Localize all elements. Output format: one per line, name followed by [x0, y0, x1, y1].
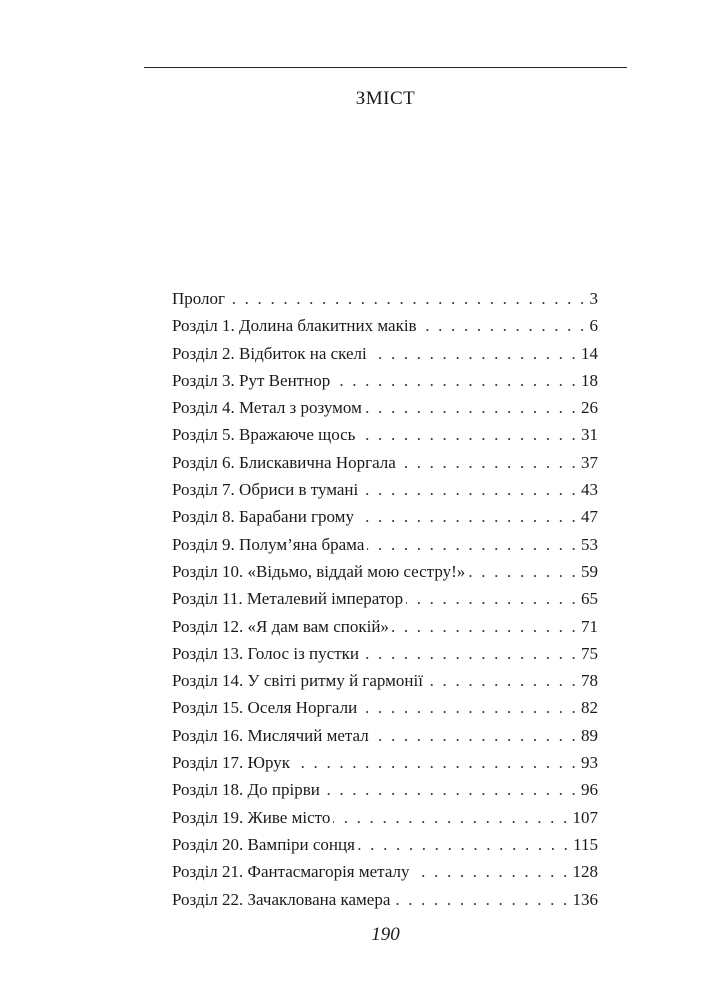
- toc-item-chapter-12[interactable]: [172, 613, 598, 640]
- toc-leader-dots: [228, 285, 586, 312]
- toc-item-page: 136: [572, 889, 598, 909]
- toc-leader-dots: [420, 312, 587, 339]
- toc-item-title: Розділ 14. У світі ритму й гармонії: [172, 671, 423, 691]
- toc-leader-dots: [357, 503, 578, 530]
- toc-item-title: Розділ 5. Вражаюче щось: [172, 425, 356, 445]
- toc-item-title: Розділ 16. Мислячий метал: [172, 725, 369, 745]
- toc-item-title: Розділ 22. Зачаклована камера: [172, 889, 391, 909]
- toc-item-chapter-17[interactable]: [172, 749, 598, 776]
- toc-item-title: Розділ 2. Відбиток на скелі: [172, 343, 367, 363]
- toc-item-page: 96: [581, 780, 598, 800]
- toc-leader-dots: [372, 722, 578, 749]
- top-rule: [144, 67, 627, 68]
- toc-item-title: Пролог: [172, 289, 226, 308]
- toc-leader-dots: [358, 421, 578, 448]
- toc-item-title: Розділ 21. Фантасмагорія металу: [172, 862, 410, 882]
- toc-item-chapter-19[interactable]: [172, 804, 598, 831]
- toc-item-page: 107: [572, 807, 598, 827]
- toc-leader-dots: [358, 831, 570, 858]
- toc-item-chapter-18[interactable]: [172, 776, 598, 803]
- toc-item-title: Розділ 18. До прірви: [172, 780, 320, 800]
- toc-leader-dots: [426, 667, 578, 694]
- toc-leader-dots: [360, 694, 578, 721]
- toc-leader-dots: [393, 886, 569, 913]
- toc-item-chapter-21[interactable]: [172, 858, 598, 885]
- toc-leader-dots: [413, 858, 570, 885]
- toc-item-chapter-11[interactable]: [172, 585, 598, 612]
- toc-item-chapter-20[interactable]: [172, 831, 598, 858]
- toc-item-chapter-7[interactable]: [172, 476, 598, 503]
- toc-item-title: Розділ 10. «Відьмо, віддай мою сестру!»: [172, 561, 466, 581]
- toc-item-title: Розділ 7. Обриси в тумані: [172, 480, 359, 500]
- toc-item-chapter-5[interactable]: [172, 421, 598, 448]
- toc-item-prologue[interactable]: [172, 285, 598, 312]
- toc-item-page: 78: [581, 671, 598, 691]
- toc-item-page: 128: [572, 862, 598, 882]
- toc-item-page: 71: [581, 616, 598, 636]
- toc-item-chapter-10[interactable]: [172, 558, 598, 585]
- toc-item-page: 82: [581, 698, 598, 718]
- toc-leader-dots: [392, 613, 578, 640]
- toc-leader-dots: [362, 640, 578, 667]
- toc-item-page: 14: [581, 343, 598, 363]
- toc-item-page: 37: [581, 452, 598, 472]
- toc-item-title: Розділ 3. Рут Вентнор: [172, 370, 331, 390]
- toc-leader-dots: [406, 585, 578, 612]
- toc-item-chapter-3[interactable]: [172, 367, 598, 394]
- toc-item-chapter-16[interactable]: [172, 722, 598, 749]
- toc-leader-dots: [333, 804, 569, 831]
- toc-item-title: Розділ 9. Полум’яна брама: [172, 534, 365, 554]
- toc-item-chapter-22[interactable]: [172, 886, 598, 913]
- toc-item-page: 89: [581, 725, 598, 745]
- toc-leader-dots: [370, 340, 578, 367]
- toc-item-title: Розділ 4. Метал з розумом: [172, 398, 362, 418]
- toc-item-title: Розділ 15. Оселя Норгали: [172, 698, 358, 718]
- toc-item-page: 43: [581, 480, 598, 500]
- toc-item-chapter-9[interactable]: [172, 531, 598, 558]
- toc-item-chapter-13[interactable]: [172, 640, 598, 667]
- toc-item-title: Розділ 20. Вампіри сонця: [172, 834, 355, 854]
- page-number: 190: [371, 924, 400, 945]
- toc-item-chapter-6[interactable]: [172, 449, 598, 476]
- toc-leader-dots: [365, 394, 578, 421]
- toc-item-page: 115: [573, 834, 598, 854]
- toc-item-title: Розділ 17. Юрук: [172, 753, 291, 773]
- toc-item-page: 47: [581, 507, 598, 527]
- toc-item-chapter-15[interactable]: [172, 694, 598, 721]
- toc-item-title: Розділ 1. Долина блакитних маків: [172, 316, 417, 336]
- toc-leader-dots: [323, 776, 578, 803]
- toc-item-page: 31: [581, 425, 598, 445]
- toc-item-chapter-8[interactable]: [172, 503, 598, 530]
- toc-item-page: 53: [581, 534, 598, 554]
- toc-leader-dots: [399, 449, 578, 476]
- toc-item-title: Розділ 12. «Я дам вам спокій»: [172, 616, 389, 636]
- toc-item-page: 3: [589, 289, 598, 308]
- toc-leader-dots: [367, 531, 578, 558]
- toc-leader-dots: [333, 367, 578, 394]
- table-of-contents: [172, 285, 598, 913]
- toc-item-title: Розділ 6. Блискавична Норгала: [172, 452, 396, 472]
- toc-leader-dots: [361, 476, 578, 503]
- toc-leader-dots: [468, 558, 578, 585]
- toc-item-page: 6: [589, 316, 598, 336]
- page-title: ЗМІСТ: [355, 88, 416, 109]
- toc-item-chapter-1[interactable]: [172, 312, 598, 339]
- toc-item-page: 65: [581, 589, 598, 609]
- toc-item-page: 93: [581, 753, 598, 773]
- toc-item-title: Розділ 11. Металевий імператор: [172, 589, 404, 609]
- toc-item-page: 26: [581, 398, 598, 418]
- toc-item-title: Розділ 13. Голос із пустки: [172, 643, 359, 663]
- toc-item-title: Розділ 19. Живе місто: [172, 807, 331, 827]
- toc-item-page: 75: [581, 643, 598, 663]
- toc-item-page: 18: [581, 370, 598, 390]
- toc-item-chapter-14[interactable]: [172, 667, 598, 694]
- toc-leader-dots: [293, 749, 578, 776]
- toc-item-page: 59: [581, 561, 598, 581]
- toc-item-chapter-4[interactable]: [172, 394, 598, 421]
- toc-item-chapter-2[interactable]: [172, 340, 598, 367]
- toc-item-title: Розділ 8. Барабани грому: [172, 507, 354, 527]
